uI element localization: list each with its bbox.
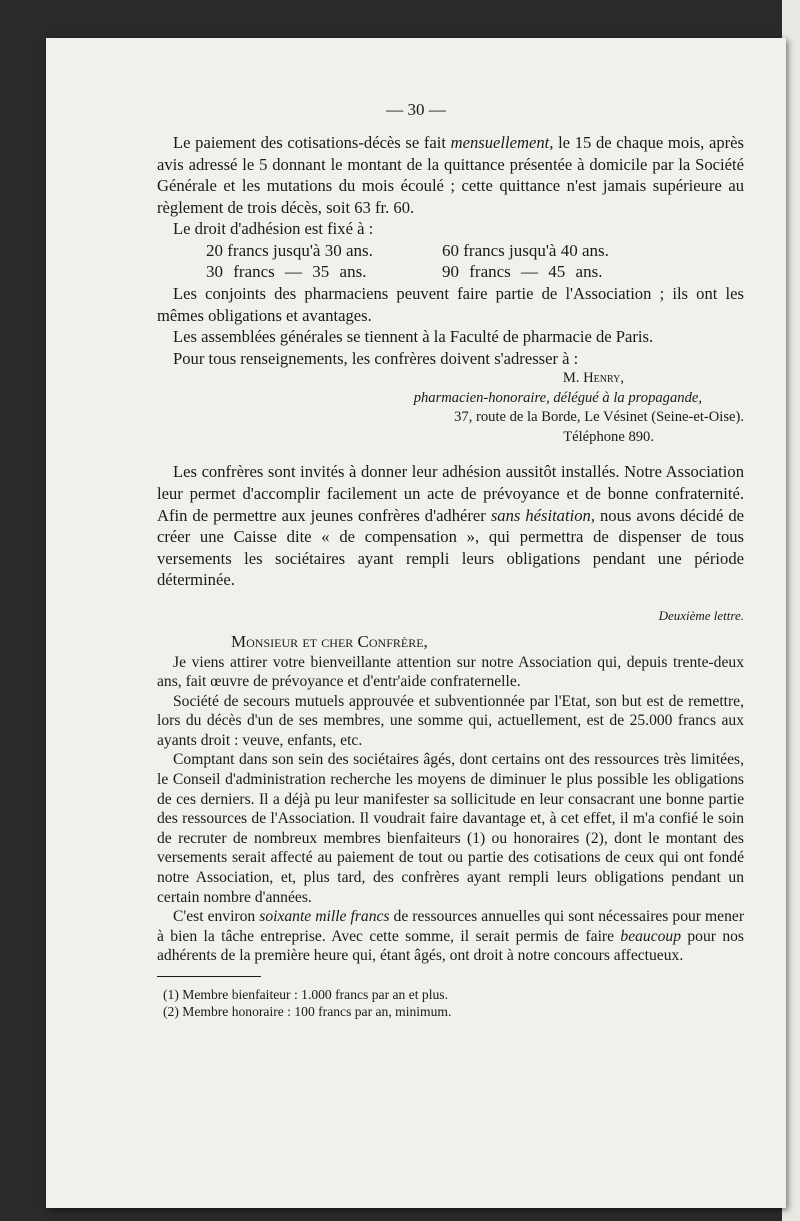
- invitation-emphasis: sans hésitation: [490, 505, 591, 525]
- payment-text-2: , le 15 de chaque mois, après avis adressé le 5 donnant le montant de la quittance présentée à domicile par la Société Générale et les mutations du mois écoulé ; cette quittance n'est jamais supérieure au règlement de trois décès, soit 63 fr. 60.: [157, 133, 744, 217]
- footnotes: [157, 987, 744, 1020]
- letter-paragraph: Je viens attirer votre bienveillante attention sur notre Association qui, depuis trente-deux ans, fait œuvre de prévoyance et d'entr'aide confraternelle.: [157, 653, 744, 691]
- adhesion-fee-paragraph: Le droit d'adhésion est fixé à :: [173, 219, 374, 239]
- payment-emphasis: mensuellement: [450, 133, 550, 152]
- invitation-text-1: Les confrères sont invités à donner leur adhésion aussitôt installés. Notre Association leur permet d'accomplir facilement un acte de prévoyance et de bonne confraternité. Afin de permettre aux jeunes confrères d'adhérer: [157, 462, 744, 525]
- footnote: (1) Membre bienfaiteur : 1.000 francs par an et plus.: [163, 987, 448, 1002]
- letter-label: Deuxième lettre.: [658, 607, 744, 623]
- fee-row: 60 francs jusqu'à 40 ans.: [442, 240, 609, 260]
- invitation-text-2: , nous avons décidé de créer une Caisse dite « de compensation », qui permettra de dispenser de tous versements les sociétaires ayant rempli leurs obligations pendant une période déterminée.: [157, 505, 745, 590]
- contact-block: [157, 369, 744, 447]
- contact-name: M. Henry,: [562, 370, 624, 387]
- letter-paragraph: Société de secours mutuels approuvée et subventionnée par l'Etat, son but est de remettre, lors du décès d'un de ses membres, une somme qui, actuellement, est de 25.000 francs aux ayants droit : veuve, enfants, etc.: [157, 692, 744, 749]
- contact-address: 37, route de la Borde, Le Vésinet (Seine-et-Oise).: [454, 409, 744, 426]
- contact-phone: Téléphone 890.: [563, 428, 654, 445]
- payment-paragraph: [157, 132, 744, 218]
- letter-paragraph: C'est environ soixante mille francs de ressources annuelles qui sont nécessaires pour mener à bien la tâche entreprise. Avec cette somme, il serait permis de faire beaucoup pour nos adhérents de la première heure qui, étant âgés, ont droit à notre concours affectueux.: [157, 908, 745, 965]
- document-page: [46, 38, 786, 1208]
- invitation-paragraph: [157, 461, 744, 591]
- footnote-rule: [157, 976, 261, 977]
- letter-body: [157, 653, 744, 967]
- page-number: — 30 —: [386, 100, 446, 119]
- letter-paragraph: Comptant dans son sein des sociétaires âgés, dont certains ont des ressources très limitées, le Conseil d'administration recherche les moyens de diminuer le plus possible les obligations de ces derniers. Il a déjà pu leur manifester sa sollicitude en leur consacrant une bonne partie des ressources de l'Association. Il voudrait faire davantage et, à cet effet, il m'a confié le soin de recruter de nombreux membres bienfaiteurs (1) ou honoraires (2), dont le montant des versements serait affecté au paiement de tout ou partie des cotisations de ceux qui ont fondé notre Association, et, plus tard, des confrères ayant rempli leurs obligations pendant un certain nombre d'années.: [157, 751, 744, 906]
- spouses-paragraph: Les conjoints des pharmaciens peuvent faire partie de l'Association ; ils ont les mêmes obligations et avantages.: [157, 283, 744, 325]
- fee-row: 20 francs jusqu'à 30 ans.: [206, 240, 373, 260]
- fee-table: [157, 240, 744, 283]
- contact-title: pharmacien-honoraire, délégué à la propagande,: [413, 389, 702, 406]
- payment-text-1: Le paiement des cotisations-décès se fait: [173, 133, 451, 152]
- footnote: (2) Membre honoraire : 100 francs par an, minimum.: [163, 1003, 452, 1019]
- page-body: [157, 132, 744, 1020]
- assemblies-paragraph: Les assemblées générales se tiennent à la Faculté de pharmacie de Paris.: [173, 327, 654, 347]
- fee-row: 90 francs — 45 ans.: [442, 262, 603, 282]
- letter-salutation: Monsieur et cher Confrère,: [231, 631, 428, 651]
- fee-row: 30 francs — 35 ans.: [206, 262, 367, 282]
- info-paragraph: Pour tous renseignements, les confrères doivent s'adresser à :: [173, 348, 579, 368]
